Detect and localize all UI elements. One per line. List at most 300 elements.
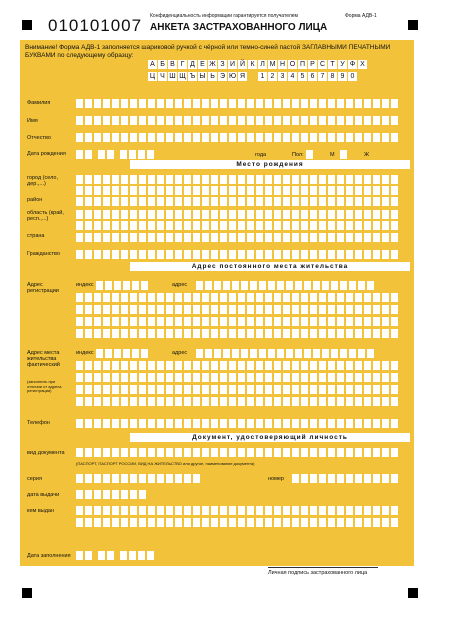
input-cell[interactable] [76,210,83,219]
input-cell[interactable] [310,99,317,108]
input-cell[interactable] [292,419,299,428]
input-cell[interactable] [166,210,173,219]
input-cell[interactable] [166,133,173,142]
input-cell[interactable] [391,116,398,125]
input-cell[interactable] [382,133,389,142]
input-cell[interactable] [238,186,245,195]
input-cell[interactable] [220,186,227,195]
input-cell[interactable] [283,175,290,184]
input-cell[interactable] [211,385,218,394]
input-cell[interactable] [211,116,218,125]
input-cell[interactable] [223,281,230,290]
input-cell[interactable] [274,373,281,382]
input-cell[interactable] [391,373,398,382]
input-cell[interactable] [184,175,191,184]
input-cell[interactable] [103,175,110,184]
input-cell[interactable] [310,233,317,242]
input-cell[interactable] [112,221,119,230]
input-cell[interactable] [292,397,299,406]
input-cell[interactable] [184,397,191,406]
input-cell[interactable] [319,397,326,406]
input-cell[interactable] [85,385,92,394]
input-cell[interactable] [175,329,182,338]
input-cell[interactable] [214,349,221,358]
input-cell[interactable] [211,448,218,457]
input-cell[interactable] [121,506,128,515]
input-cell[interactable] [349,349,356,358]
input-cell[interactable] [391,197,398,206]
input-cell[interactable] [364,233,371,242]
input-cell[interactable] [283,448,290,457]
input-cell[interactable] [274,329,281,338]
input-cell[interactable] [94,373,101,382]
input-cell[interactable] [94,233,101,242]
input-cell[interactable] [319,175,326,184]
input-cell[interactable] [121,373,128,382]
input-cells-fill-year[interactable] [120,551,154,560]
input-cell[interactable] [274,210,281,219]
input-cell[interactable] [391,448,398,457]
input-cell[interactable] [391,221,398,230]
input-cell[interactable] [328,233,335,242]
input-cell[interactable] [147,551,154,560]
input-cell[interactable] [166,448,173,457]
input-cell[interactable] [229,197,236,206]
input-cell[interactable] [292,197,299,206]
input-cell[interactable] [130,116,137,125]
input-cell[interactable] [94,221,101,230]
input-cell[interactable] [265,518,272,527]
input-cell[interactable] [193,221,200,230]
input-cell[interactable] [355,116,362,125]
input-cell[interactable] [292,175,299,184]
input-cell[interactable] [114,349,121,358]
input-cell[interactable] [202,221,209,230]
input-cell[interactable] [382,329,389,338]
input-cell[interactable] [202,175,209,184]
input-cell[interactable] [364,221,371,230]
input-cell[interactable] [112,197,119,206]
input-cell[interactable] [130,474,137,483]
input-cell[interactable] [94,133,101,142]
input-cell[interactable] [328,250,335,259]
input-cell[interactable] [129,150,136,159]
input-cell[interactable] [103,361,110,370]
input-cell[interactable] [259,349,266,358]
input-cell[interactable] [355,293,362,302]
input-cell[interactable] [166,518,173,527]
input-cell[interactable] [292,474,299,483]
input-cell[interactable] [274,518,281,527]
input-cell[interactable] [346,317,353,326]
input-cell[interactable] [340,150,347,159]
input-cell[interactable] [274,233,281,242]
input-cell[interactable] [139,361,146,370]
input-cell[interactable] [103,133,110,142]
input-cell[interactable] [265,305,272,314]
input-cell[interactable] [274,361,281,370]
input-cell[interactable] [157,210,164,219]
input-cell[interactable] [112,116,119,125]
input-cell[interactable] [148,329,155,338]
input-cell[interactable] [157,233,164,242]
input-cell[interactable] [214,281,221,290]
input-cell[interactable] [292,506,299,515]
input-cell[interactable] [265,329,272,338]
input-cell[interactable] [238,116,245,125]
input-cell[interactable] [193,419,200,428]
input-cell[interactable] [85,175,92,184]
input-cell[interactable] [184,305,191,314]
input-cell[interactable] [391,293,398,302]
input-cell[interactable] [148,197,155,206]
input-cell[interactable] [346,175,353,184]
input-cell[interactable] [184,385,191,394]
input-cell[interactable] [346,474,353,483]
input-cell[interactable] [220,99,227,108]
input-cell[interactable] [247,329,254,338]
input-cell[interactable] [268,281,275,290]
input-cell[interactable] [382,186,389,195]
input-cell[interactable] [76,474,83,483]
input-cell[interactable] [373,221,380,230]
input-cell[interactable] [130,490,137,499]
input-cell[interactable] [211,518,218,527]
input-cell[interactable] [148,175,155,184]
input-cell[interactable] [382,233,389,242]
input-cells-sex-m[interactable] [306,150,313,159]
input-cell[interactable] [211,250,218,259]
input-cell[interactable] [211,99,218,108]
input-cell[interactable] [373,233,380,242]
input-cell[interactable] [391,474,398,483]
input-cell[interactable] [166,506,173,515]
input-cell[interactable] [256,210,263,219]
input-cell[interactable] [175,419,182,428]
input-cell[interactable] [121,397,128,406]
input-cell[interactable] [337,397,344,406]
input-cell[interactable] [220,317,227,326]
input-cell[interactable] [301,329,308,338]
input-cell[interactable] [157,221,164,230]
input-cell[interactable] [85,551,92,560]
input-cell[interactable] [382,293,389,302]
input-cell[interactable] [229,250,236,259]
input-cell[interactable] [184,474,191,483]
input-cell[interactable] [319,329,326,338]
input-cell[interactable] [175,385,182,394]
input-cell[interactable] [202,197,209,206]
input-cell[interactable] [220,210,227,219]
input-cell[interactable] [331,349,338,358]
input-cell[interactable] [292,293,299,302]
input-cell[interactable] [85,506,92,515]
input-cells-issue-date[interactable] [76,490,146,499]
input-cell[interactable] [391,175,398,184]
input-cell[interactable] [211,329,218,338]
input-cell[interactable] [328,197,335,206]
input-cell[interactable] [367,349,374,358]
input-cell[interactable] [364,197,371,206]
input-cell[interactable] [247,385,254,394]
input-cell[interactable] [229,373,236,382]
input-cell[interactable] [193,317,200,326]
input-cell[interactable] [76,397,83,406]
input-cell[interactable] [355,506,362,515]
input-cell[interactable] [346,99,353,108]
input-cell[interactable] [211,317,218,326]
input-cell[interactable] [373,361,380,370]
input-cell[interactable] [364,305,371,314]
input-cell[interactable] [175,448,182,457]
input-cell[interactable] [382,317,389,326]
input-cell[interactable] [130,361,137,370]
input-cell[interactable] [256,448,263,457]
input-cell[interactable] [283,506,290,515]
input-cell[interactable] [364,175,371,184]
input-cell[interactable] [355,221,362,230]
input-cell[interactable] [319,186,326,195]
input-cell[interactable] [349,281,356,290]
input-cell[interactable] [112,474,119,483]
input-cell[interactable] [331,281,338,290]
input-cell[interactable] [130,385,137,394]
input-cells-sex-f[interactable] [340,150,347,159]
input-cell[interactable] [166,317,173,326]
input-cell[interactable] [184,518,191,527]
input-cell[interactable] [196,349,203,358]
input-cell[interactable] [184,133,191,142]
input-cell[interactable] [328,293,335,302]
input-cell[interactable] [229,233,236,242]
input-cells-birth-year[interactable] [120,150,154,159]
input-cell[interactable] [157,175,164,184]
input-cell[interactable] [220,221,227,230]
input-cell[interactable] [103,490,110,499]
input-cell[interactable] [355,197,362,206]
input-cell[interactable] [304,349,311,358]
input-cell[interactable] [310,221,317,230]
input-cell[interactable] [310,210,317,219]
input-cell[interactable] [322,281,329,290]
input-cell[interactable] [139,221,146,230]
input-cell[interactable] [76,373,83,382]
input-cell[interactable] [184,250,191,259]
input-cell[interactable] [292,385,299,394]
input-cell[interactable] [229,305,236,314]
input-cell[interactable] [355,397,362,406]
input-cells-city-1[interactable] [76,175,398,184]
input-cell[interactable] [175,186,182,195]
input-cell[interactable] [232,349,239,358]
input-cell[interactable] [121,186,128,195]
input-cell[interactable] [157,361,164,370]
input-cell[interactable] [367,281,374,290]
input-cell[interactable] [373,329,380,338]
input-cell[interactable] [310,305,317,314]
input-cell[interactable] [310,175,317,184]
input-cell[interactable] [76,197,83,206]
input-cell[interactable] [130,448,137,457]
input-cell[interactable] [157,293,164,302]
input-cell[interactable] [301,186,308,195]
input-cell[interactable] [193,506,200,515]
input-cell[interactable] [373,506,380,515]
input-cell[interactable] [319,385,326,394]
input-cell[interactable] [274,133,281,142]
input-cell[interactable] [94,385,101,394]
input-cell[interactable] [184,419,191,428]
input-cell[interactable] [76,518,83,527]
input-cell[interactable] [310,329,317,338]
input-cell[interactable] [382,474,389,483]
input-cell[interactable] [229,419,236,428]
input-cell[interactable] [346,419,353,428]
input-cell[interactable] [103,116,110,125]
input-cells-issued-by-2[interactable] [76,518,398,527]
input-cell[interactable] [310,197,317,206]
input-cell[interactable] [355,317,362,326]
input-cell[interactable] [355,361,362,370]
input-cell[interactable] [148,305,155,314]
input-cell[interactable] [130,175,137,184]
input-cell[interactable] [112,186,119,195]
input-cell[interactable] [85,397,92,406]
input-cell[interactable] [346,221,353,230]
input-cell[interactable] [96,281,103,290]
input-cell[interactable] [141,349,148,358]
input-cell[interactable] [112,305,119,314]
input-cell[interactable] [103,419,110,428]
input-cell[interactable] [274,186,281,195]
input-cell[interactable] [247,221,254,230]
input-cell[interactable] [238,329,245,338]
input-cell[interactable] [229,133,236,142]
input-cell[interactable] [94,293,101,302]
input-cell[interactable] [211,293,218,302]
input-cell[interactable] [328,317,335,326]
input-cell[interactable] [120,551,127,560]
input-cell[interactable] [373,186,380,195]
input-cell[interactable] [373,133,380,142]
input-cell[interactable] [138,551,145,560]
input-cell[interactable] [373,210,380,219]
input-cell[interactable] [94,474,101,483]
input-cell[interactable] [166,474,173,483]
input-cell[interactable] [301,175,308,184]
input-cell[interactable] [274,293,281,302]
input-cells-country[interactable] [76,233,398,242]
input-cell[interactable] [220,250,227,259]
input-cell[interactable] [85,250,92,259]
input-cells-doc-type[interactable] [76,448,398,457]
input-cell[interactable] [256,197,263,206]
input-cell[interactable] [85,305,92,314]
input-cell[interactable] [76,99,83,108]
input-cell[interactable] [94,197,101,206]
input-cell[interactable] [391,518,398,527]
input-cell[interactable] [121,305,128,314]
input-cell[interactable] [346,210,353,219]
input-cell[interactable] [292,373,299,382]
input-cell[interactable] [211,133,218,142]
input-cell[interactable] [373,116,380,125]
input-cell[interactable] [391,250,398,259]
input-cell[interactable] [166,250,173,259]
input-cell[interactable] [220,506,227,515]
input-cell[interactable] [283,186,290,195]
input-cell[interactable] [319,99,326,108]
input-cell[interactable] [247,361,254,370]
input-cell[interactable] [175,361,182,370]
input-cell[interactable] [139,474,146,483]
input-cell[interactable] [220,329,227,338]
input-cell[interactable] [238,221,245,230]
input-cell[interactable] [301,293,308,302]
input-cell[interactable] [247,419,254,428]
input-cells-citizenship[interactable] [76,250,398,259]
input-cell[interactable] [103,448,110,457]
input-cell[interactable] [85,197,92,206]
input-cells-reg-addr-3[interactable] [76,305,398,314]
input-cell[interactable] [157,397,164,406]
input-cell[interactable] [337,329,344,338]
input-cell[interactable] [157,385,164,394]
input-cell[interactable] [121,116,128,125]
input-cell[interactable] [247,305,254,314]
input-cell[interactable] [292,99,299,108]
input-cell[interactable] [247,293,254,302]
input-cell[interactable] [184,186,191,195]
input-cell[interactable] [247,186,254,195]
input-cell[interactable] [355,329,362,338]
input-cell[interactable] [121,233,128,242]
input-cell[interactable] [301,518,308,527]
input-cell[interactable] [355,419,362,428]
input-cells-reg-addr-4[interactable] [76,317,398,326]
input-cell[interactable] [157,133,164,142]
input-cell[interactable] [112,317,119,326]
input-cell[interactable] [265,233,272,242]
input-cells-birth-day[interactable] [76,150,92,159]
input-cell[interactable] [94,419,101,428]
input-cells-birth-month[interactable] [98,150,114,159]
input-cell[interactable] [148,474,155,483]
input-cell[interactable] [265,385,272,394]
input-cell[interactable] [256,305,263,314]
input-cell[interactable] [157,250,164,259]
input-cell[interactable] [283,317,290,326]
input-cell[interactable] [328,221,335,230]
input-cell[interactable] [166,197,173,206]
input-cell[interactable] [121,385,128,394]
input-cell[interactable] [310,474,317,483]
input-cell[interactable] [319,116,326,125]
input-cell[interactable] [112,99,119,108]
input-cell[interactable] [103,305,110,314]
input-cell[interactable] [328,186,335,195]
input-cell[interactable] [211,175,218,184]
input-cell[interactable] [130,233,137,242]
input-cell[interactable] [256,329,263,338]
input-cell[interactable] [364,474,371,483]
input-cell[interactable] [166,293,173,302]
input-cell[interactable] [85,133,92,142]
input-cell[interactable] [94,317,101,326]
input-cell[interactable] [85,221,92,230]
input-cell[interactable] [364,419,371,428]
input-cell[interactable] [391,329,398,338]
